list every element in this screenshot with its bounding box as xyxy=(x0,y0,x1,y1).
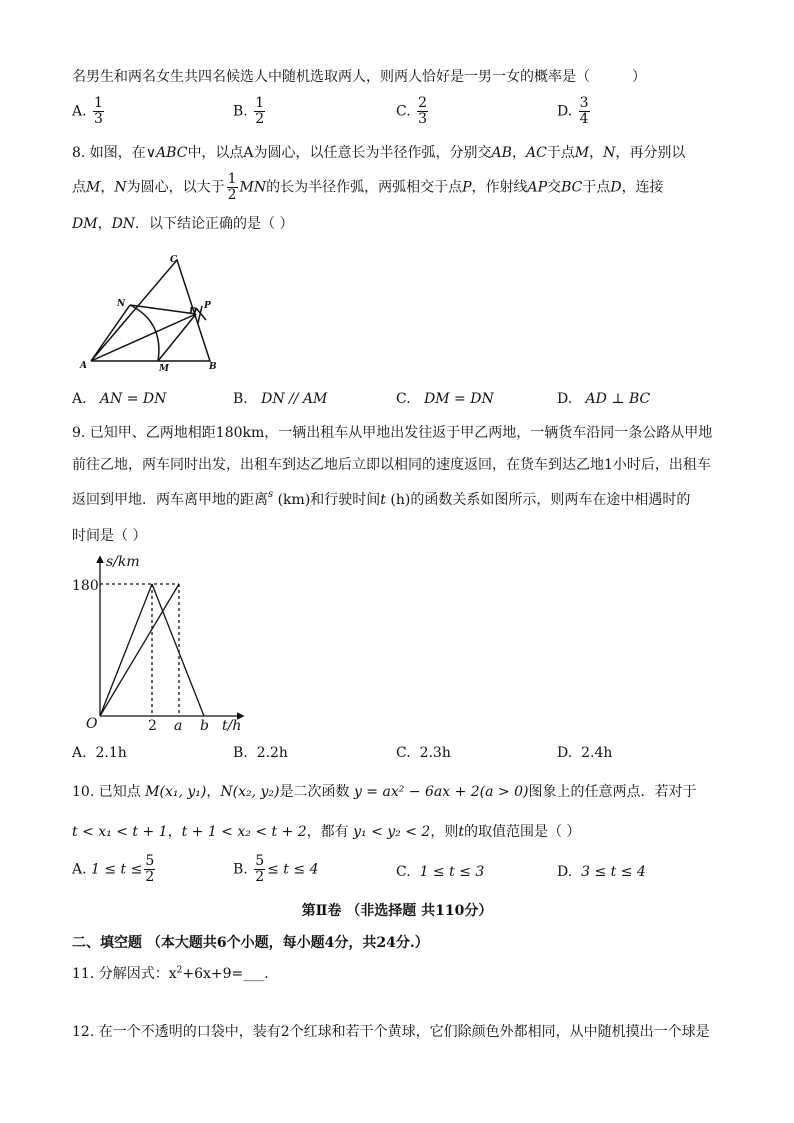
q10-line-2: t < x₁ < t + 1，t + 1 < x₂ < t + 2，都有 y₁ < y₂ < 2，则t的取值范围是（ ） xyxy=(72,824,581,840)
q8-option-c: C. DM = DN xyxy=(396,391,494,407)
label-m: M xyxy=(159,364,169,374)
fraction: $\frac{1}{3}$ xyxy=(94,95,103,127)
origin-label: O xyxy=(86,716,98,732)
q8-option-d: D. AD ⊥ BC xyxy=(557,391,651,407)
label-d: D xyxy=(189,307,197,317)
label-c: C xyxy=(170,255,178,265)
q10-option-d: D. 3 ≤ t ≤ 4 xyxy=(557,864,646,880)
q8-option-b: B. DN // AM xyxy=(233,391,328,407)
label-b: B xyxy=(209,362,217,372)
q9-line-1: 9. 已知甲、乙两地相距180km，一辆出租车从甲地出发往返于甲乙两地，一辆货车沿同一条公路从甲地 xyxy=(72,425,713,441)
q8-line-3: DM，DN．以下结论正确的是（ ） xyxy=(72,216,294,232)
fraction: $\frac{5}{2}$ xyxy=(145,853,155,885)
y-tick-180: 180 xyxy=(72,578,99,594)
q12-line-1: 12. 在一个不透明的口袋中，装有2个红球和若干个黄球，它们除颜色外都相同，从中随机摸出一个球是 xyxy=(72,1024,710,1040)
x-tick-2: 2 xyxy=(148,718,157,734)
q8-option-a: A. AN = DN xyxy=(72,391,167,407)
label-n: N xyxy=(117,299,126,309)
x-tick-a: a xyxy=(174,718,183,734)
segment-dm xyxy=(158,314,196,361)
label-p: P xyxy=(204,301,211,311)
fraction: $\frac{1}{2}$ xyxy=(227,171,237,203)
fraction: $\frac{5}{2}$ xyxy=(255,853,265,885)
answer-blank: ___ xyxy=(243,966,265,982)
q7-text: 名男生和两名女生共四名候选人中随机选取两人，则两人恰好是一男一女的概率是（ ） xyxy=(72,69,646,85)
section-heading: 二、填空题 （本大题共6个小题，每小题4分，共24分.） xyxy=(72,935,429,951)
taxi-line-return xyxy=(152,584,204,716)
fraction: $\frac{2}{3}$ xyxy=(418,95,428,127)
truck-line xyxy=(100,584,179,716)
q8-line-1: 8. 如图，在∨ABC中，以点A为圆心，以任意长为半径作弧，分别交AB，AC于点M，N，再分别以 xyxy=(72,145,686,161)
q9-option-d: D. 2.4h xyxy=(557,745,613,761)
x-tick-b: b xyxy=(200,718,209,734)
q8-triangle-figure xyxy=(72,250,232,380)
q7-option-d: D. $\frac{3}{4}$ xyxy=(557,95,589,127)
q7-option-c: C. $\frac{2}{3}$ xyxy=(396,95,428,127)
y-axis-label: s/km xyxy=(106,554,140,570)
q9-option-a: A. 2.1h xyxy=(72,745,127,761)
fraction: $\frac{1}{2}$ xyxy=(255,95,265,127)
q8-line-2: 点M，N为圆心，以大于 $\frac{1}{2}$ MN的长为半径作弧，两弧相交于点P，作射线AP交BC于点D，连接 xyxy=(72,171,664,203)
q10-option-b: B. $\frac{5}{2}$ ≤ t ≤ 4 xyxy=(233,853,319,885)
q10-option-c: C. 1 ≤ t ≤ 3 xyxy=(396,864,485,880)
taxi-line-out xyxy=(100,584,152,716)
fraction: $\frac{3}{4}$ xyxy=(579,95,589,127)
q7-option-a: A. $\frac{1}{3}$ xyxy=(72,95,103,127)
segment-nd xyxy=(130,305,196,314)
q9-line-3: 返回到甲地．两车离甲地的距离$^s$ (km)和行驶时间t (h)的函数关系如图所示，则两车在途中相遇时的 xyxy=(72,489,691,508)
q10-option-a: A. 1 ≤ t ≤ $\frac{5}{2}$ xyxy=(72,853,155,885)
q9-line-4: 时间是（ ） xyxy=(72,528,147,544)
x-axis-label: t/h xyxy=(222,718,242,734)
q7-option-b: B. $\frac{1}{2}$ xyxy=(233,95,265,127)
q11-line: 11. 分解因式：$x^2+6x+9=\_\_\_$． xyxy=(72,965,279,982)
label-a: A xyxy=(80,361,87,371)
q9-distance-time-graph xyxy=(72,550,262,740)
q9-option-b: B. 2.2h xyxy=(233,745,288,761)
q9-line-2: 前往乙地，两车同时出发，出租车到达乙地后立即以相同的速度返回，在货车到达乙地1小时后，出租车 xyxy=(72,457,711,473)
q10-line-1: 10. 已知点 M(x₁, y₁)，N(x₂, y₂)是二次函数 y = ax² − 6ax + 2(a > 0)图象上的任意两点．若对于 xyxy=(72,784,697,800)
q9-option-c: C. 2.3h xyxy=(396,745,451,761)
section-title: 第Ⅱ卷 （非选择题 共110分） xyxy=(301,903,493,919)
